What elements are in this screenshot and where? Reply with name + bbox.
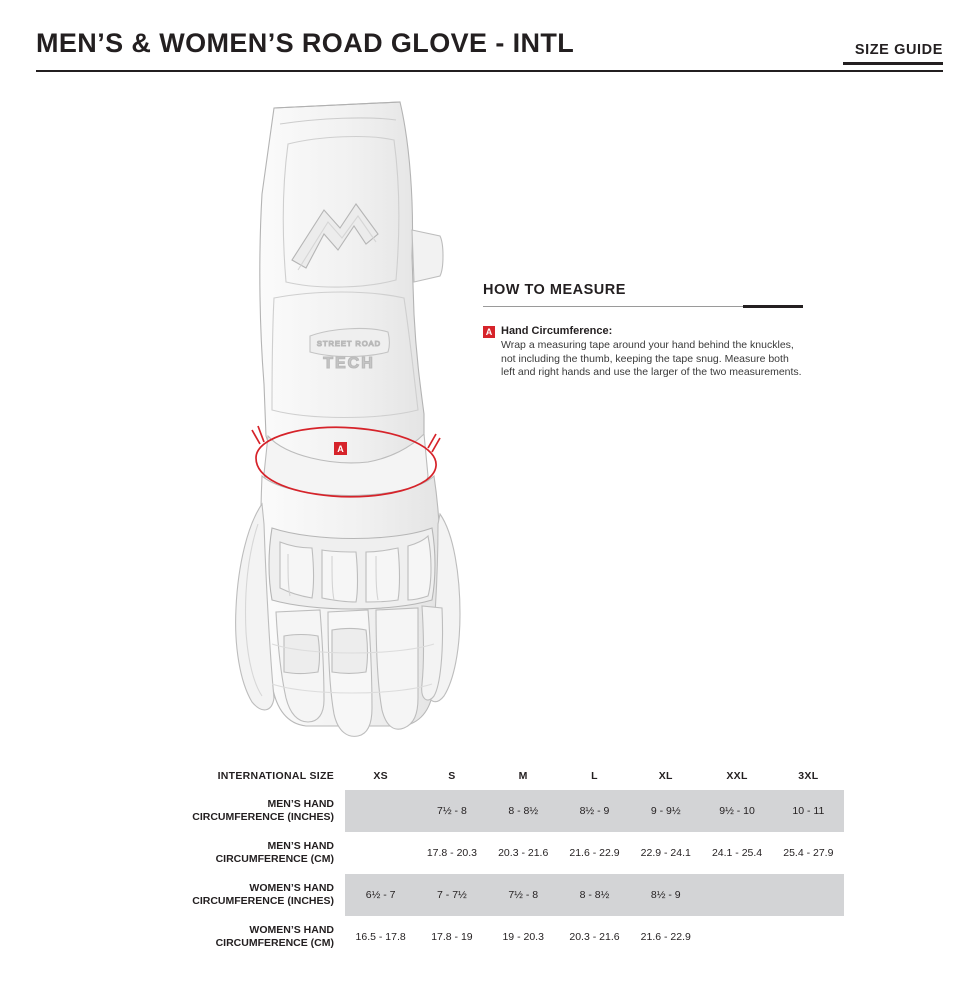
table-col-header-3xl: 3XL [798, 770, 819, 782]
table-row [132, 790, 844, 832]
table-col-header-xs: XS [373, 770, 388, 782]
cell-mens-cm-l: 21.6 - 22.9 [569, 847, 620, 859]
header-divider [36, 70, 943, 72]
row-label-line2: CIRCUMFERENCE (INCHES) [192, 811, 334, 823]
cell-womens-inches-xl: 8½ - 9 [630, 874, 701, 916]
measurement-item-a [483, 325, 803, 380]
row-label-line1: WOMEN’S HAND [249, 882, 334, 894]
glove-illustration [228, 84, 528, 744]
how-to-measure-divider [483, 305, 803, 308]
row-label-line2: CIRCUMFERENCE (CM) [215, 853, 334, 865]
cell-womens-cm-s: 17.8 - 19 [431, 931, 473, 943]
row-label-womens-inches [132, 874, 345, 916]
row-label-womens-cm [132, 916, 345, 958]
glove-drawing [228, 84, 528, 744]
cell-mens-inches-xxl: 9½ - 10 [701, 790, 772, 832]
cell-womens-cm-xs: 16.5 - 17.8 [355, 931, 406, 943]
measurement-item-a-text: Wrap a measuring tape around your hand behind the knuckles, not including the thumb, keeping the tape snug. Measure both left and right hands and use the larger of the two measurements. [501, 339, 802, 378]
row-label-mens-cm [132, 832, 345, 874]
cell-mens-inches-xs [345, 790, 416, 832]
cell-womens-inches-l: 8 - 8½ [559, 874, 630, 916]
table-header-label: INTERNATIONAL SIZE [217, 769, 334, 782]
table-header-row [132, 762, 844, 790]
page-header [0, 0, 979, 72]
row-label-line1: MEN’S HAND [267, 798, 334, 810]
cell-mens-inches-s: 7½ - 8 [416, 790, 487, 832]
cell-mens-cm-xl: 22.9 - 24.1 [640, 847, 691, 859]
size-guide-underline [843, 62, 943, 65]
glove-brand-top-text: STREET ROAD [316, 339, 382, 348]
cell-mens-cm-s: 17.8 - 20.3 [426, 847, 478, 859]
table-col-header-s: S [448, 770, 456, 782]
cell-womens-cm-m: 19 - 20.3 [502, 931, 544, 943]
divider-thin [483, 306, 743, 307]
cell-mens-inches-l: 8½ - 9 [559, 790, 630, 832]
cell-womens-cm-xl: 21.6 - 22.9 [640, 931, 691, 943]
table-row [132, 916, 844, 958]
table-col-header-xxl: XXL [726, 770, 748, 782]
measurement-item-a-body [501, 325, 803, 380]
table-row [132, 832, 844, 874]
cell-womens-inches-xs: 6½ - 7 [345, 874, 416, 916]
cell-mens-cm-xxl: 24.1 - 25.4 [711, 847, 763, 859]
cell-mens-cm-3xl: 25.4 - 27.9 [783, 847, 834, 859]
size-guide-label: SIZE GUIDE [854, 42, 943, 58]
cell-mens-cm-xs [345, 832, 416, 874]
row-label-line1: MEN’S HAND [267, 840, 334, 852]
marker-a-badge: A [483, 326, 495, 338]
cell-womens-cm-xxl [701, 916, 772, 958]
glove-brand-bottom-text: TECH [323, 355, 375, 372]
measurement-item-a-label: Hand Circumference: [501, 325, 613, 337]
measure-marker-a-label: A [337, 444, 344, 454]
divider-thick [743, 305, 803, 308]
cell-womens-inches-m: 7½ - 8 [488, 874, 559, 916]
cell-mens-inches-xl: 9 - 9½ [630, 790, 701, 832]
row-label-mens-inches [132, 790, 345, 832]
cell-womens-cm-l: 20.3 - 21.6 [569, 931, 620, 943]
cell-womens-inches-3xl [773, 874, 844, 916]
row-label-line1: WOMEN’S HAND [249, 924, 334, 936]
cell-womens-inches-xxl [701, 874, 772, 916]
cell-womens-inches-s: 7 - 7½ [416, 874, 487, 916]
row-label-line2: CIRCUMFERENCE (CM) [215, 937, 334, 949]
how-to-measure-title: HOW TO MEASURE [483, 282, 626, 298]
row-label-line2: CIRCUMFERENCE (INCHES) [192, 895, 334, 907]
cell-mens-inches-3xl: 10 - 11 [773, 790, 844, 832]
table-col-header-l: L [591, 770, 598, 782]
cell-womens-cm-3xl [773, 916, 844, 958]
size-table [132, 762, 844, 958]
size-table-container [132, 762, 844, 958]
size-guide-badge [843, 42, 943, 65]
table-col-header-m: M [518, 770, 528, 782]
page-title: MEN’S & WOMEN’S ROAD GLOVE - INTL [36, 28, 575, 58]
cell-mens-inches-m: 8 - 8½ [488, 790, 559, 832]
how-to-measure-section [483, 282, 803, 380]
table-col-header-xl: XL [658, 770, 673, 782]
cell-mens-cm-m: 20.3 - 21.6 [498, 847, 549, 859]
table-row [132, 874, 844, 916]
